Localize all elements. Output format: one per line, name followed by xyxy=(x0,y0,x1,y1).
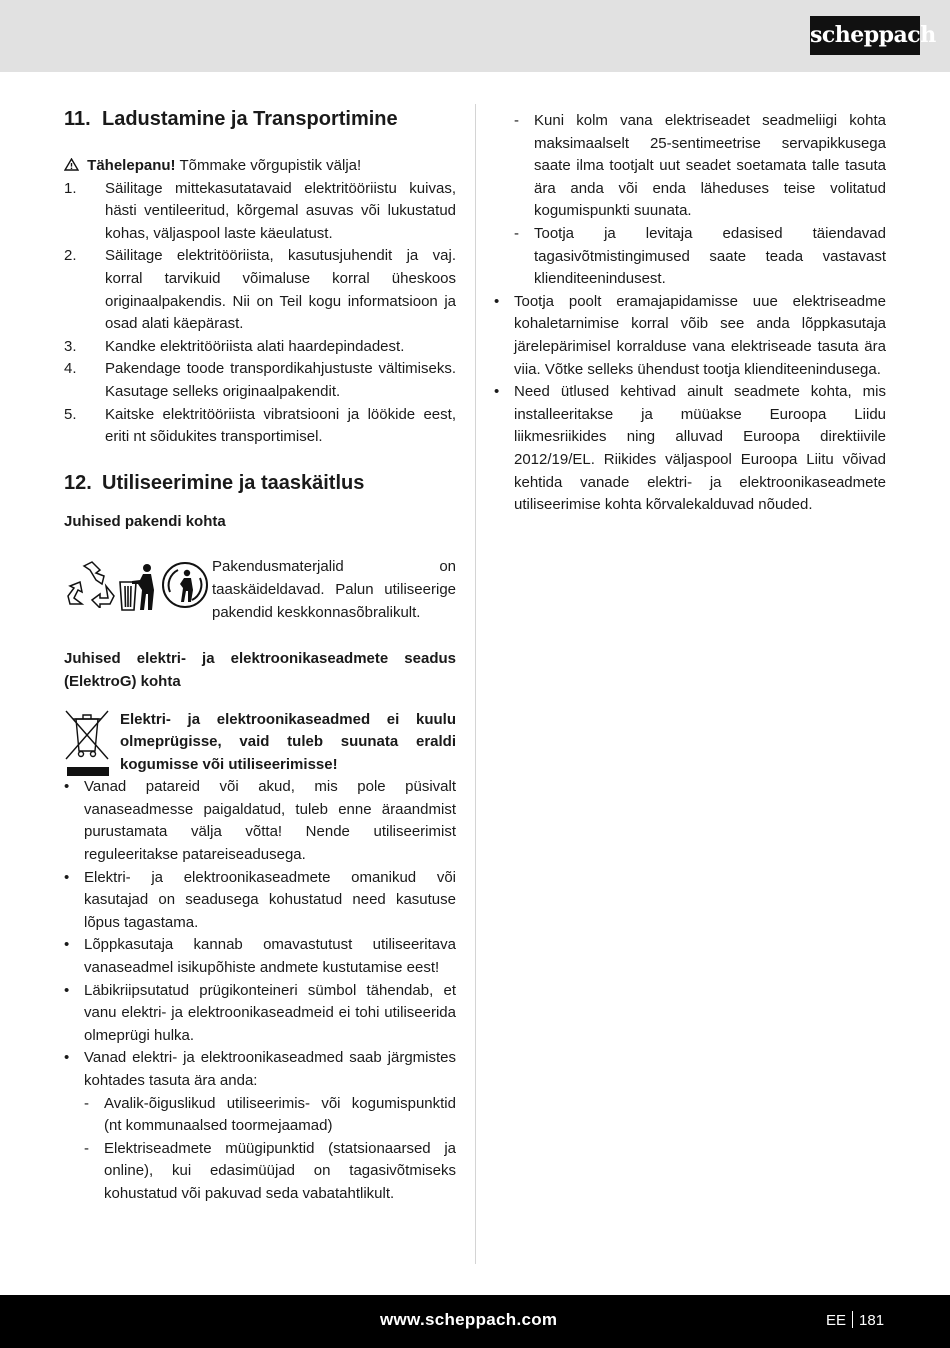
recycle-icon xyxy=(66,560,118,613)
dash: - xyxy=(84,1139,89,1157)
item-number: 3. xyxy=(64,337,77,355)
item-number: 2. xyxy=(64,247,77,265)
list-item xyxy=(64,336,456,359)
dash-text: Tootja ja levitaja edasised täiendavad tagasivõtmistingimused saate teada vastavast klienditeenindusest. xyxy=(534,224,886,288)
item-text: Pakendage toode transpordikahjustuste vältimiseks. Kasutage selleks originaalpakendit. xyxy=(105,360,456,400)
page-number: 181 xyxy=(859,1312,885,1329)
dash: - xyxy=(514,224,519,242)
list-item xyxy=(64,404,456,449)
list-item xyxy=(494,381,886,517)
right-bullet-list xyxy=(494,291,886,517)
list-item xyxy=(64,934,456,979)
list-item xyxy=(64,178,456,246)
right-dash-list xyxy=(514,110,886,291)
list-item xyxy=(64,1047,456,1092)
disposal-bullets xyxy=(64,776,456,1092)
list-item xyxy=(84,1138,456,1206)
electro-heading: Juhised elektri- ja elektroonikaseadmete seadus (ElektroG) kohta xyxy=(64,650,456,690)
weee-bold-text: Elektri- ja elektroonikaseadmed ei kuulu olmeprügisse, vaid tuleb suunata eraldi kogumisse või utiliseerimisse! xyxy=(120,710,456,773)
section-12-number: 12. xyxy=(64,471,92,494)
item-number: 4. xyxy=(64,360,77,378)
bullet: • xyxy=(64,981,70,999)
weee-bar xyxy=(67,767,109,776)
list-item xyxy=(64,867,456,935)
list-item xyxy=(64,245,456,335)
list-item xyxy=(64,980,456,1048)
packaging-block xyxy=(64,556,456,626)
bullet-text: Vanad patareid või akud, mis pole püsivalt vanaseadmesse paigaldatud, tuleb enne äraandmist purustamata välja võtta! Nende utiliseerimist reguleeritakse patareiseadusega. xyxy=(84,778,456,864)
item-number: 1. xyxy=(64,179,77,197)
header-bar xyxy=(0,0,950,72)
crossed-out-bin-icon xyxy=(64,709,110,766)
dash-text: Elektriseadmete müügipunktid (statsionaarsed ja online), kui edasimüüjad on tagasivõtmiseks kohustatud või pakuvad seda vabatahtlikult. xyxy=(104,1139,456,1202)
bullet-text: Need ütlused kehtivad ainult seadmete kohta, mis installeeritakse ja müüakse Euroopa Liidu liikmesriikides ning alluvad Euroopa direktiivile 2012/19/EL. Riikides väljaspool Euroopa Liitu võivad kehtida vanade elektri- ja elektroonikaseadmete utiliseerimise kohta kõrvalekalduvad nõuded. xyxy=(514,383,886,514)
separator xyxy=(852,1311,853,1328)
section-11-number: 11. xyxy=(64,108,91,130)
bullet-text: Elektri- ja elektroonikaseadmete omanikud või kasutajad on seadusega kohustatud need kasutuse lõpus tagastama. xyxy=(84,868,456,931)
bullet-text: Lõppkasutaja kannab omavastutust utiliseeritava vanaseadmel isikupõhiste andmete kustutamise eest! xyxy=(84,936,456,977)
tidyman-circle-icon xyxy=(160,560,210,615)
trash-bin-person-icon xyxy=(118,562,158,617)
bullet: • xyxy=(64,1049,70,1067)
list-item xyxy=(514,110,886,223)
warning-line xyxy=(64,155,456,178)
right-column xyxy=(494,110,886,517)
section-11-heading xyxy=(64,105,456,133)
section-12-heading xyxy=(64,469,456,497)
footer-bar xyxy=(0,1295,950,1348)
weee-block xyxy=(64,709,456,777)
list-item xyxy=(64,776,456,866)
language-code: EE xyxy=(826,1312,847,1329)
list-item xyxy=(494,291,886,381)
dash-text: Kuni kolm vana elektriseadet seadmeliigi kohta maksimaalselt 25-sentimeetrise servapikkusega saate ilma tootjalt uut seadet soetamata talle tasuta ära anda või enda läheduses teise volitatud kogumispunkti suunata. xyxy=(534,112,886,220)
warning-text: Tõmmake võrgupistik välja! xyxy=(179,157,362,174)
list-item xyxy=(64,358,456,403)
item-text: Kaitske elektritööriista vibratsiooni ja löökide eest, eriti nt sõidukites transportimisel. xyxy=(105,405,456,446)
item-text: Säilitage mittekasutatavaid elektritööriistu kuivas, hästi ventileeritud, kõrgemal asuvas või lukustatud kohas, väljaspool laste käeulatust. xyxy=(105,179,456,242)
weee-symbol xyxy=(64,709,120,777)
section-12-title: Utiliseerimine ja taaskäitlus xyxy=(102,471,365,494)
bullet: • xyxy=(64,778,70,796)
list-item xyxy=(514,223,886,291)
scheppach-logo: scheppach xyxy=(810,16,920,55)
item-number: 5. xyxy=(64,405,77,423)
bullet-text: Läbikriipsutatud prügikonteineri sümbol tähendab, et vanu elektri- ja elektroonikaseadmeid ei tohi utiliseerida olmeprügi hulka. xyxy=(84,981,456,1044)
list-item xyxy=(84,1093,456,1138)
packaging-icons xyxy=(64,556,212,626)
packaging-text: Pakendusmaterjalid on taaskäideldavad. Palun utiliseerige pakendid keskkonnasõbralikult. xyxy=(212,558,456,621)
item-text: Kandke elektritööriista alati haardepindadest. xyxy=(105,337,405,355)
dash: - xyxy=(514,112,519,129)
bullet-text: Tootja poolt eramajapidamisse uue elektriseadme kohaletarnimise korral võib see anda lõppkasutaja järelepärimisel korralduse vana elektriseade tasuta ära viia. Võtke selleks ühendust tootja klienditeenindusega. xyxy=(514,292,886,378)
bullet: • xyxy=(64,868,70,886)
bullet: • xyxy=(64,936,70,954)
packaging-heading: Juhised pakendi kohta xyxy=(64,512,226,530)
website-link[interactable]: www.scheppach.com xyxy=(380,1310,558,1329)
column-divider xyxy=(475,104,476,1264)
dash: - xyxy=(84,1094,89,1112)
bullet: • xyxy=(494,383,500,401)
warning-triangle-icon xyxy=(64,157,87,174)
storage-steps-list xyxy=(64,178,456,449)
item-text: Säilitage elektritööriista, kasutusjuhendit ja vaj. korral tarvikuid võimaluse korral üheskoos originaalpakendis. Nii on Teil kogu informatsioon ja osad alati käepärast. xyxy=(105,247,456,333)
bullet-text: Vanad elektri- ja elektroonikaseadmed saab järgmistes kohtades tasuta ära anda: xyxy=(84,1049,456,1089)
warning-label: Tähelepanu! xyxy=(87,157,176,174)
collection-points-list xyxy=(84,1093,456,1206)
dash-text: Avalik-õiguslikud utiliseerimis- või kogumispunktid (nt kommunaalsed toormejaamad) xyxy=(104,1094,456,1135)
section-11-title: Ladustamine ja Transportimine xyxy=(102,108,398,130)
page-indicator xyxy=(826,1311,884,1329)
bullet: • xyxy=(494,292,500,310)
left-column xyxy=(64,105,456,1206)
